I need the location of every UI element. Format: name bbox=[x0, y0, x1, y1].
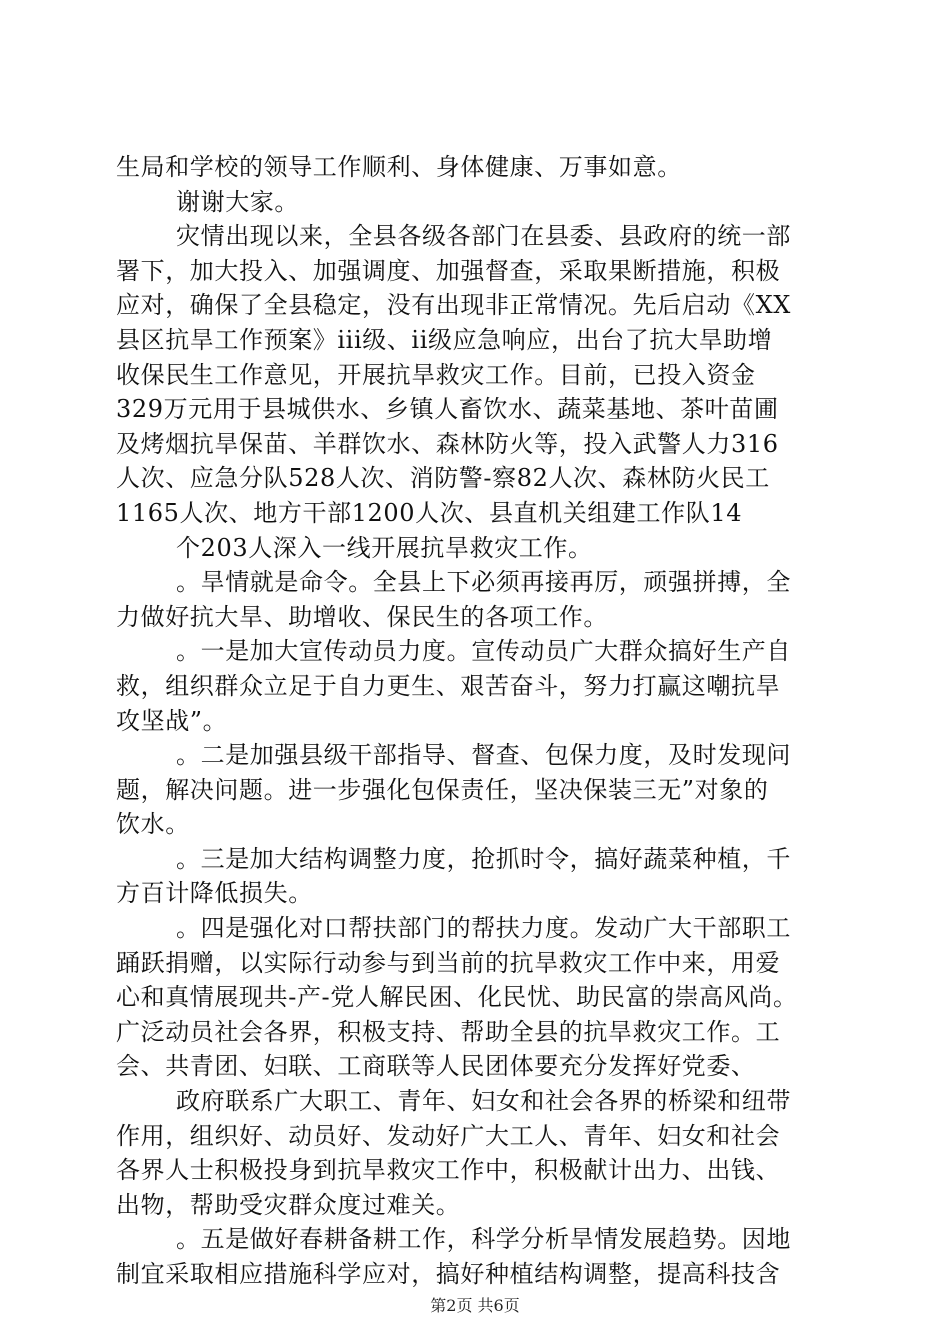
text-line: 县区抗旱工作预案》iii级、ii级应急响应，出台了抗大旱助增 bbox=[116, 325, 773, 354]
text-line: 应对，确保了全县稳定，没有出现非正常情况。先后启动《XX bbox=[116, 291, 791, 320]
text-line: 。四是强化对口帮扶部门的帮扶力度。发动广大干部职工 bbox=[176, 914, 791, 943]
text-line: 。二是加强县级干部指导、督查、包保力度，及时发现问 bbox=[176, 741, 791, 770]
page-number-footer: 第2页 共6页 bbox=[430, 1296, 520, 1315]
text-line: 方百计降低损失。 bbox=[116, 879, 313, 908]
text-line: 。五是做好春耕备耕工作，科学分析旱情发展趋势。因地 bbox=[176, 1225, 791, 1254]
text-line: 。旱情就是命令。全县上下必须再接再厉，顽强拼搏，全 bbox=[176, 568, 791, 597]
text-line: 会、共青团、妇联、工商联等人民团体要充分发挥好党委、 bbox=[116, 1052, 756, 1081]
text-line: 生局和学校的领导工作顺利、身体健康、万事如意。 bbox=[116, 153, 682, 181]
text-line: 个203人深入一线开展抗旱救灾工作。 bbox=[176, 533, 593, 562]
text-line: 制宜采取相应措施科学应对，搞好种植结构调整，提高科技含 bbox=[116, 1260, 781, 1288]
text-line: 收保民生工作意见，开展抗旱救灾工作。目前，已投入资金 bbox=[116, 360, 756, 389]
text-line: 灾情出现以来，全县各级各部门在县委、县政府的统一部 bbox=[176, 222, 791, 251]
text-line: 出物，帮助受灾群众度过难关。 bbox=[116, 1190, 461, 1219]
text-line: 署下，加大投入、加强调度、加强督查，采取果断措施，积极 bbox=[116, 256, 781, 285]
text-line: 题，解决问题。进一步强化包保责任，坚决保装三无”对象的 bbox=[116, 775, 769, 804]
text-line: 救，组织群众立足于自力更生、艰苦奋斗，努力打赢这嘲抗旱 bbox=[116, 671, 781, 700]
text-line: 及烤烟抗旱保苗、羊群饮水、森林防火等，投入武警人力316 bbox=[116, 429, 779, 458]
text-line: 329万元用于县城供水、乡镇人畜饮水、蔬菜基地、茶叶苗圃 bbox=[116, 395, 779, 424]
text-line: 各界人士积极投身到抗旱救灾工作中，积极献计出力、出钱、 bbox=[116, 1156, 781, 1185]
text-line: 踊跃捐赠，以实际行动参与到当前的抗旱救灾工作中来，用爱 bbox=[116, 948, 781, 977]
text-line: 谢谢大家。 bbox=[176, 187, 299, 216]
text-line: 人次、应急分队528人次、消防警-察82人次、森林防火民工 bbox=[116, 464, 770, 493]
document-body bbox=[116, 150, 836, 1292]
text-line: 攻坚战”。 bbox=[116, 706, 228, 735]
text-line: 作用，组织好、动员好、发动好广大工人、青年、妇女和社会 bbox=[116, 1121, 781, 1150]
text-line: 力做好抗大旱、助增收、保民生的各项工作。 bbox=[116, 602, 608, 631]
text-line: 1165人次、地方干部1200人次、县直机关组建工作队14 bbox=[116, 498, 743, 527]
text-line: 广泛动员社会各界，积极支持、帮助全县的抗旱救灾工作。工 bbox=[116, 1017, 781, 1046]
text-line: 。一是加大宣传动员力度。宣传动员广大群众搞好生产自 bbox=[176, 637, 791, 666]
text-line: 。三是加大结构调整力度，抢抓时令，搞好蔬菜种植，千 bbox=[176, 844, 791, 873]
text-line: 心和真情展现共-产-党人解民困、化民忧、助民富的崇高风尚。 bbox=[116, 983, 798, 1012]
text-line: 政府联系广大职工、青年、妇女和社会各界的桥梁和纽带 bbox=[176, 1087, 791, 1116]
text-line: 饮水。 bbox=[116, 810, 190, 839]
